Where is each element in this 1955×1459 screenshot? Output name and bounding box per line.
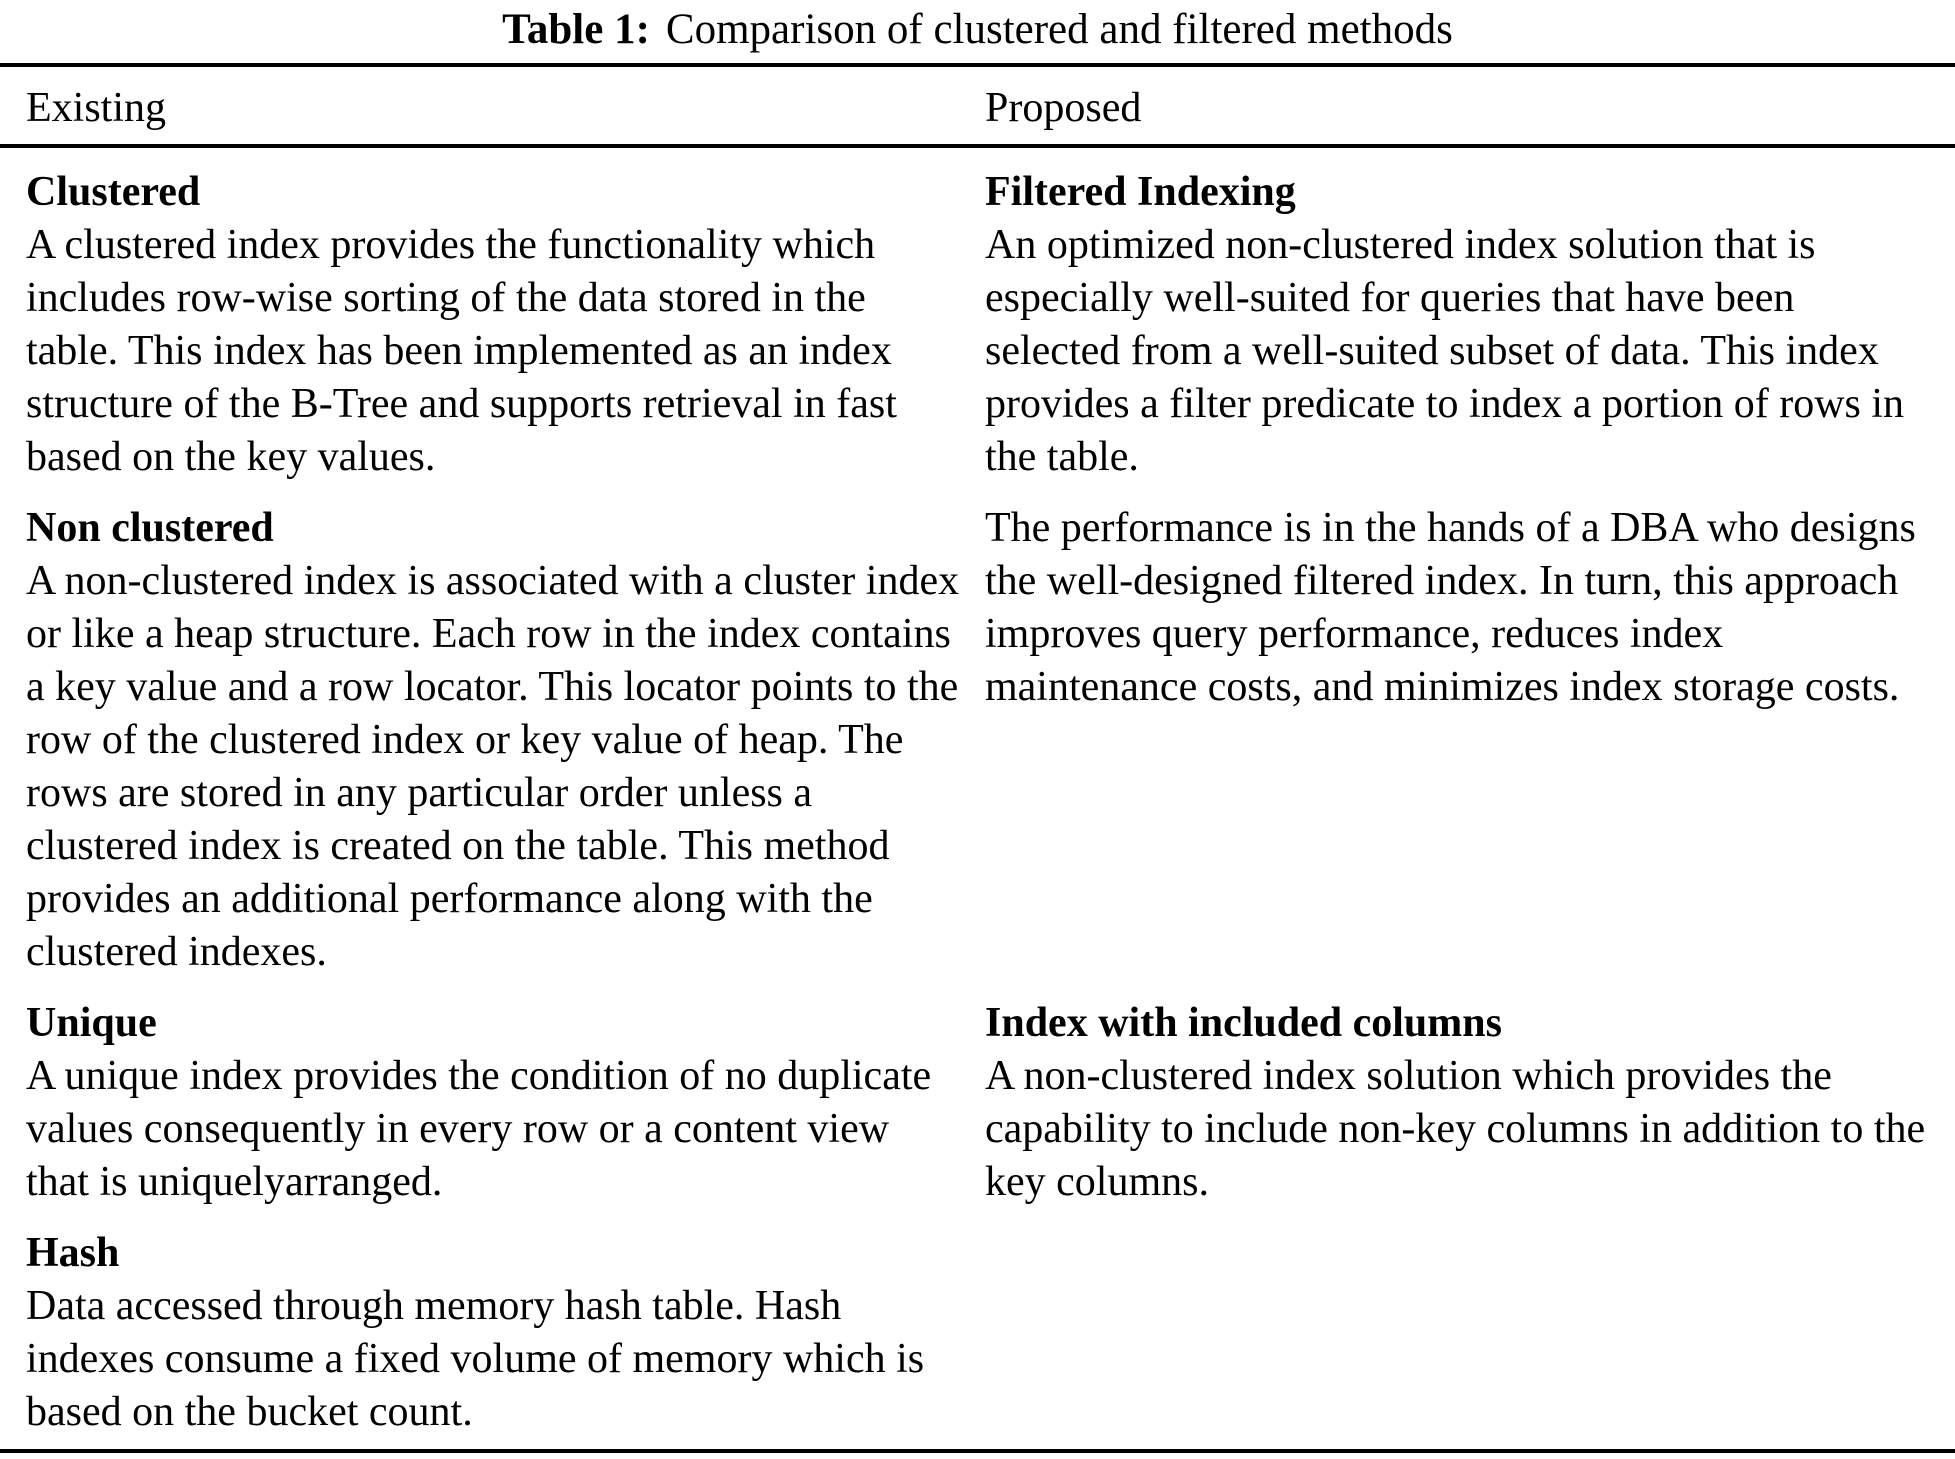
table-caption-text: Comparison of clustered and filtered methods xyxy=(665,6,1453,53)
table-row-unique xyxy=(0,997,1955,1209)
cell-heading: Unique xyxy=(26,1000,157,1046)
table-cell-existing-clustered xyxy=(0,166,977,484)
cell-body: A unique index provides the condition of no duplicate values consequently in every row or a content view that is uniquelyarranged. xyxy=(26,1053,932,1205)
table-caption-label: Table 1: xyxy=(502,6,650,53)
table-row-hash xyxy=(0,1227,1955,1439)
table-cell-proposed-empty xyxy=(977,1227,1955,1439)
column-header-proposed: Proposed xyxy=(985,85,1142,131)
table-body xyxy=(0,166,1955,1439)
cell-body: The performance is in the hands of a DBA who designs the well-designed filtered index. In turn, this approach improves query performance, reduces index maintenance costs, and minimizes index storage costs. xyxy=(985,505,1916,710)
bottom-rule xyxy=(0,1449,1955,1453)
cell-heading: Clustered xyxy=(26,169,201,215)
cell-heading: Non clustered xyxy=(26,505,274,551)
table-cell-existing-non-clustered xyxy=(0,502,977,979)
cell-body: An optimized non-clustered index solution that is especially well-suited for queries that have been selected from a well-suited subset of data. This index provides a filter predicate to index a portion of rows in the table. xyxy=(985,222,1905,480)
table-cell-existing-unique xyxy=(0,997,977,1209)
table-cell-proposed-filtered-indexing xyxy=(977,166,1955,484)
header-rule xyxy=(0,144,1955,148)
cell-heading: Index with included columns xyxy=(985,1000,1502,1046)
table-cell-existing-hash xyxy=(0,1227,977,1439)
cell-body: A non-clustered index is associated with a cluster index or like a heap structure. Each row in the index contains a key value and a row locator. This locator points to the row of the clustered index or key value of heap. The rows are stored in any particular order unless a clustered index is created on the table. This method provides an additional performance along with the clustered indexes. xyxy=(26,558,960,975)
table-cell-proposed-included-columns xyxy=(977,997,1955,1209)
cell-body: A non-clustered index solution which provides the capability to include non-key columns in addition to the key columns. xyxy=(985,1053,1926,1205)
table-row-clustered xyxy=(0,166,1955,484)
table-caption xyxy=(0,0,1955,57)
table-header-row xyxy=(0,67,1955,144)
table-cell-proposed-performance xyxy=(977,502,1955,979)
cell-body: Data accessed through memory hash table. Hash indexes consume a fixed volume of memory which is based on the bucket count. xyxy=(26,1283,925,1435)
cell-heading: Filtered Indexing xyxy=(985,169,1296,215)
cell-body: A clustered index provides the functionality which includes row-wise sorting of the data stored in the table. This index has been implemented as an index structure of the B-Tree and supports retrieval in fast based on the key values. xyxy=(26,222,897,480)
cell-heading: Hash xyxy=(26,1230,120,1276)
table-row-non-clustered xyxy=(0,502,1955,979)
column-header-existing: Existing xyxy=(26,85,167,131)
